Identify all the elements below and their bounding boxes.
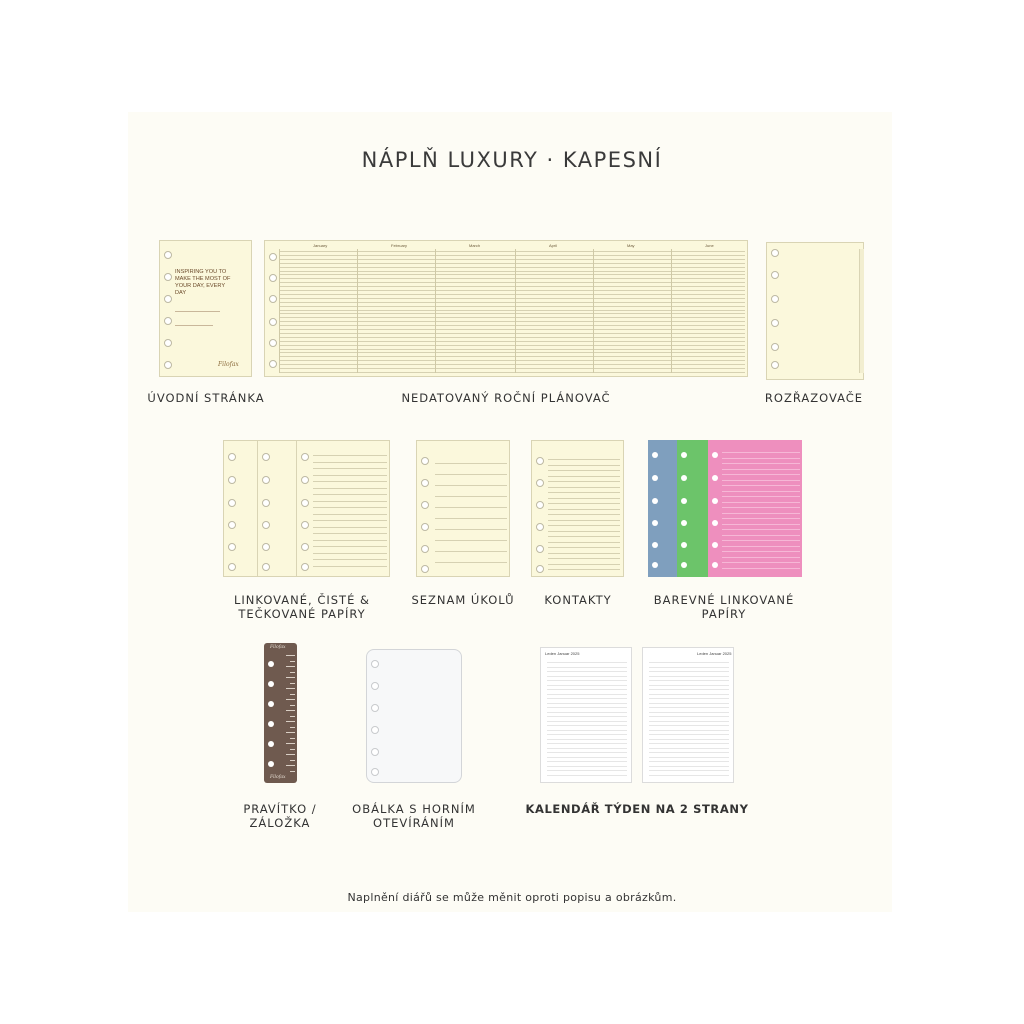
ruling-line (548, 503, 620, 504)
ruling-line (435, 540, 507, 541)
ruling-line (547, 761, 627, 762)
ruling-line (279, 372, 745, 373)
ruling-line (548, 459, 620, 460)
ruler-tick (290, 771, 295, 772)
ruling-line (279, 255, 745, 256)
footer-note: Naplnění diářů se může měnit oproti popisu a obrázkům. (347, 891, 677, 904)
ruling-line (548, 487, 620, 488)
brand-logo: Filofax (218, 361, 239, 368)
ruling-line (279, 360, 745, 361)
caption-line: OBÁLKA S HORNÍM (352, 802, 476, 816)
ruling-line (279, 321, 745, 322)
ruling-line (279, 329, 745, 330)
ring-hole (681, 498, 687, 504)
ruler-tick (286, 754, 295, 755)
ring-hole (681, 452, 687, 458)
ruling-line (548, 514, 620, 515)
ruling-line (722, 540, 800, 541)
ruling-line (722, 557, 800, 558)
ruling-line (313, 514, 387, 515)
ruling-line (279, 286, 745, 287)
caption-line: LINKOVANÉ, ČISTÉ & (234, 593, 370, 607)
column-divider (357, 249, 358, 373)
ruling-line (722, 535, 800, 536)
column-divider (671, 249, 672, 373)
caption-yearplanner: NEDATOVANÝ ROČNÍ PLÁNOVAČ (401, 391, 611, 405)
ruling-line (547, 707, 627, 708)
ruling-line (649, 743, 729, 744)
contacts-image (531, 440, 624, 577)
ring-hole (652, 520, 658, 526)
ruling-line (313, 468, 387, 469)
ruler-tick (286, 699, 295, 700)
ring-hole (652, 498, 658, 504)
caption-line: ZÁLOŽKA (249, 816, 311, 830)
ruling-line (547, 770, 627, 771)
ruling-line (279, 274, 745, 275)
ruling-line (649, 734, 729, 735)
ring-hole (268, 701, 274, 707)
ruler-bookmark-image (264, 643, 297, 783)
ring-hole (712, 452, 718, 458)
ring-hole (681, 520, 687, 526)
ring-hole (681, 542, 687, 548)
caption-dividers: ROZŘAZOVAČE (764, 391, 864, 405)
ruling-line (649, 757, 729, 758)
ruling-line (313, 494, 387, 495)
year-planner-image (264, 240, 748, 377)
ring-hole (652, 542, 658, 548)
ruling-line (722, 458, 800, 459)
ring-hole (268, 661, 274, 667)
ruling-line (547, 721, 627, 722)
ruling-line (722, 562, 800, 563)
ruling-line (547, 730, 627, 731)
ruling-line (722, 546, 800, 547)
ruling-line (279, 345, 745, 346)
ruling-line (722, 474, 800, 475)
ruling-line (547, 734, 627, 735)
ruling-line (548, 525, 620, 526)
ruling-line (548, 564, 620, 565)
caption-line: OTEVÍRÁNÍM (373, 816, 455, 830)
pink-paper-image (708, 440, 802, 577)
ruling-line (547, 671, 627, 672)
ruling-line (649, 775, 729, 776)
ruling-line (548, 476, 620, 477)
ruling-line (313, 507, 387, 508)
ruling-line (313, 462, 387, 463)
ruling-line (313, 481, 387, 482)
ruler-tick (290, 672, 295, 673)
ruling-line (279, 349, 745, 350)
ruling-line (279, 313, 745, 314)
ruling-line (649, 739, 729, 740)
caption-contacts: KONTAKTY (544, 593, 612, 607)
month-label: January (313, 243, 328, 248)
month-label: March (469, 243, 481, 248)
caption-ruler (226, 802, 334, 830)
caption-line: TEČKOVANÉ PAPÍRY (238, 607, 366, 621)
ruling-line (313, 488, 387, 489)
week-calendar-right-page (642, 647, 734, 783)
ruling-line (279, 290, 745, 291)
ring-hole (681, 475, 687, 481)
ruling-line (649, 761, 729, 762)
ruling-line (313, 520, 387, 521)
caption-colored (640, 593, 808, 621)
ruling-line (649, 694, 729, 695)
ruling-line (279, 368, 745, 369)
lined-paper-image (296, 440, 390, 577)
ruling-line (547, 698, 627, 699)
ruling-line (313, 475, 387, 476)
ruling-line (548, 509, 620, 510)
ring-hole (712, 562, 718, 568)
ruling-line (279, 337, 745, 338)
brand-logo: Filofax (270, 775, 286, 780)
ruling-line (313, 540, 387, 541)
ruling-line (279, 267, 745, 268)
ruling-line (279, 325, 745, 326)
ruling-line (649, 671, 729, 672)
ruling-line (649, 698, 729, 699)
ruling-line (722, 491, 800, 492)
ruling-line (279, 364, 745, 365)
ring-hole (268, 741, 274, 747)
ruling-line (279, 317, 745, 318)
ruling-line (435, 496, 507, 497)
ruling-line (548, 558, 620, 559)
ruling-line (279, 294, 745, 295)
ruling-line (649, 721, 729, 722)
ruling-line (547, 667, 627, 668)
ruling-line (722, 529, 800, 530)
ruling-line (279, 263, 745, 264)
ruling-line (548, 492, 620, 493)
ruling-line (435, 485, 507, 486)
intro-page-image (159, 240, 252, 377)
ruler-tick (286, 666, 295, 667)
ruling-line (313, 533, 387, 534)
ruling-line (313, 566, 387, 567)
ruler-tick (286, 743, 295, 744)
ruling-line (547, 766, 627, 767)
ruling-line (547, 712, 627, 713)
ring-hole (652, 452, 658, 458)
ruling-line (548, 542, 620, 543)
ring-hole (681, 562, 687, 568)
ruling-line (649, 752, 729, 753)
ruling-line (649, 680, 729, 681)
ruling-line (279, 271, 745, 272)
ruler-tick (290, 661, 295, 662)
ruling-line (722, 480, 800, 481)
ruling-line (547, 694, 627, 695)
ruling-line (547, 716, 627, 717)
ruling-line (313, 527, 387, 528)
ruling-line (279, 352, 745, 353)
ruler-tick (286, 765, 295, 766)
ruling-line (547, 689, 627, 690)
ruling-line (649, 748, 729, 749)
ring-hole (712, 542, 718, 548)
ring-hole (268, 681, 274, 687)
page-title: NÁPLŇ LUXURY · KAPESNÍ (361, 148, 663, 172)
ruling-line (649, 676, 729, 677)
ruling-line (547, 676, 627, 677)
envelope-image (366, 649, 462, 783)
intro-quote: INSPIRING YOU TO MAKE THE MOST OF YOUR DAY, EVERY DAY (175, 269, 231, 296)
ruling-line (649, 685, 729, 686)
dividers-image (766, 242, 864, 380)
ruling-line (649, 766, 729, 767)
ruling-line (279, 356, 745, 357)
ring-hole (652, 475, 658, 481)
ring-hole (652, 562, 658, 568)
ruling-line (279, 302, 745, 303)
ruling-line (649, 770, 729, 771)
todo-list-image (416, 440, 510, 577)
ruler-tick (290, 738, 295, 739)
ruling-line (722, 469, 800, 470)
column-divider (593, 249, 594, 373)
ruling-line (279, 259, 745, 260)
ruling-line (548, 470, 620, 471)
ruling-line (279, 306, 745, 307)
ruling-line (279, 341, 745, 342)
ruling-line (313, 501, 387, 502)
ring-hole (268, 721, 274, 727)
ruling-line (547, 662, 627, 663)
ruling-line (548, 553, 620, 554)
ruling-line (547, 685, 627, 686)
ruling-line (435, 562, 507, 563)
ring-hole (712, 520, 718, 526)
ruling-line (547, 680, 627, 681)
column-divider (515, 249, 516, 373)
ruling-line (547, 757, 627, 758)
ruling-line (547, 725, 627, 726)
ruling-line (722, 502, 800, 503)
ruler-tick (286, 710, 295, 711)
ruler-tick (290, 727, 295, 728)
caption-weekcal: KALENDÁŘ TÝDEN NA 2 STRANY (525, 802, 749, 816)
ruler-tick (286, 677, 295, 678)
ring-hole (268, 761, 274, 767)
ruling-line (548, 481, 620, 482)
ruling-line (722, 518, 800, 519)
ruler-tick (286, 721, 295, 722)
ruling-line (313, 559, 387, 560)
ruling-line (547, 752, 627, 753)
ruling-line (313, 455, 387, 456)
ruler-tick (290, 694, 295, 695)
ruling-line (649, 667, 729, 668)
ruling-line (649, 689, 729, 690)
ruling-line (279, 278, 745, 279)
ruling-line (313, 553, 387, 554)
ruling-line (722, 568, 800, 569)
ring-hole (712, 498, 718, 504)
ruling-line (649, 703, 729, 704)
ruling-line (547, 703, 627, 704)
ruling-line (548, 531, 620, 532)
ruling-line (649, 716, 729, 717)
ruling-line (548, 569, 620, 570)
ruling-line (649, 662, 729, 663)
ruling-line (548, 520, 620, 521)
ruling-line (435, 474, 507, 475)
ruling-line (313, 546, 387, 547)
caption-line: PAPÍRY (701, 607, 747, 621)
ruling-line (548, 536, 620, 537)
caption-line: PRAVÍTKO / (243, 802, 317, 816)
ruler-tick (290, 716, 295, 717)
ruler-tick (290, 749, 295, 750)
ruler-tick (290, 683, 295, 684)
ring-hole (712, 475, 718, 481)
ruling-line (548, 547, 620, 548)
ruling-line (435, 463, 507, 464)
month-label: February (391, 243, 408, 248)
ruling-line (547, 743, 627, 744)
ruler-tick (290, 705, 295, 706)
ruling-line (435, 551, 507, 552)
ruling-line (722, 463, 800, 464)
ruler-tick (290, 760, 295, 761)
ruling-line (548, 465, 620, 466)
ruling-line (279, 333, 745, 334)
ruling-line (722, 496, 800, 497)
caption-line: BAREVNÉ LINKOVANÉ (653, 593, 795, 607)
ruling-line (279, 310, 745, 311)
column-divider (435, 249, 436, 373)
caption-intro: ÚVODNÍ STRÁNKA (147, 391, 265, 405)
ruling-line (435, 507, 507, 508)
ruling-line (435, 529, 507, 530)
column-divider (279, 249, 280, 373)
brand-logo: Filofax (270, 645, 286, 650)
ruling-line (722, 485, 800, 486)
ruling-line (649, 730, 729, 731)
ruling-line (548, 498, 620, 499)
ruling-line (279, 251, 745, 252)
month-label: May (627, 243, 635, 248)
calendar-header: Leden Januar 2025 (697, 651, 732, 656)
ruling-line (649, 712, 729, 713)
ruling-line (649, 707, 729, 708)
ruling-line (722, 507, 800, 508)
calendar-header: Leden Januar 2025 (545, 651, 580, 656)
ruler-tick (286, 655, 295, 656)
caption-envelope (346, 802, 482, 830)
month-label: June (705, 243, 714, 248)
ruler-tick (286, 732, 295, 733)
ruling-line (722, 452, 800, 453)
ruling-line (547, 748, 627, 749)
caption-todo: SEZNAM ÚKOLŮ (411, 593, 515, 607)
ruler-tick (286, 688, 295, 689)
ruling-line (722, 524, 800, 525)
ruling-line (435, 518, 507, 519)
ruling-line (722, 551, 800, 552)
ruling-line (279, 298, 745, 299)
caption-papers (222, 593, 382, 621)
ruling-line (547, 775, 627, 776)
month-label: April (549, 243, 558, 248)
ruling-line (649, 725, 729, 726)
week-calendar-left-page (540, 647, 632, 783)
ruling-line (722, 513, 800, 514)
ruling-line (279, 282, 745, 283)
ruling-line (547, 739, 627, 740)
